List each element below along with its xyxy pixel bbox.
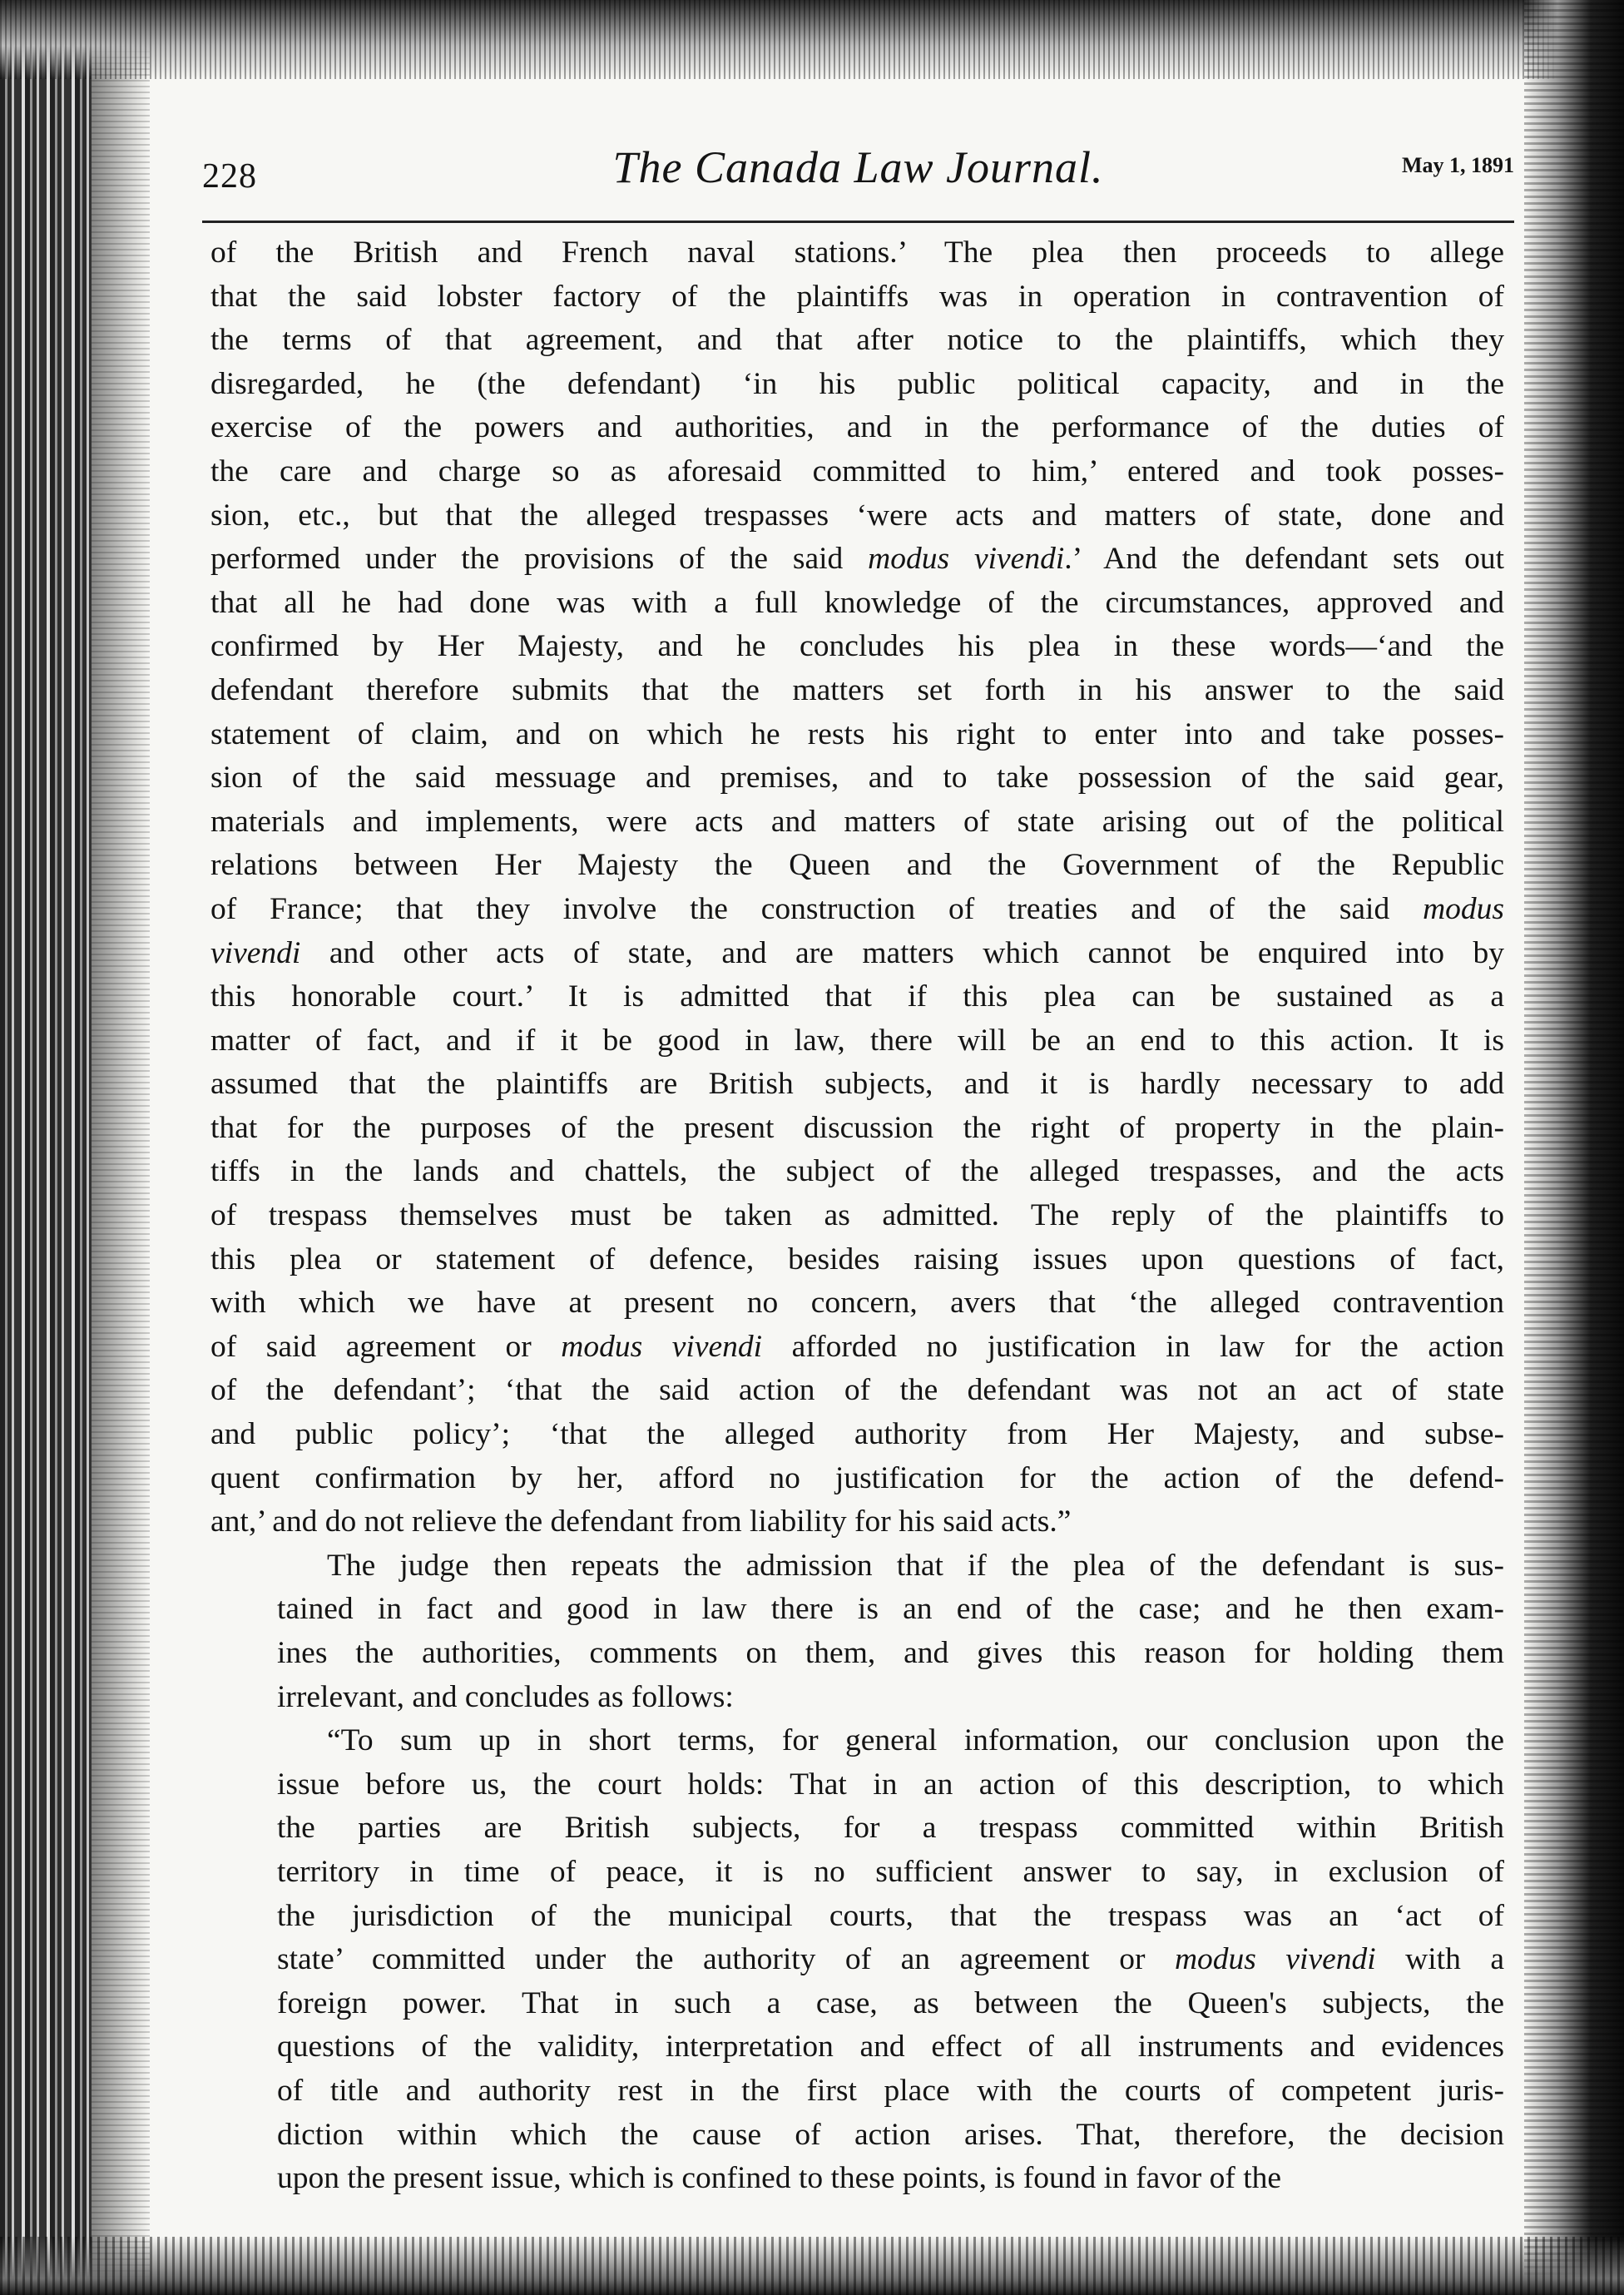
text-line [210, 1500, 1504, 1544]
text-line [210, 1107, 1504, 1151]
issue-date: May 1, 1891 [1401, 153, 1514, 177]
italic-phrase: modus vivendi [868, 542, 1065, 577]
text-line [210, 1457, 1504, 1501]
text-line [210, 1982, 1504, 2026]
text-run: afforded no justification in law for the action [762, 1329, 1504, 1364]
text-line [210, 1588, 1504, 1632]
text-run: the jurisdiction of the municipal courts, that the trespass was an ‘act of [277, 1898, 1504, 1933]
text-line [210, 1544, 1504, 1589]
text-run: diction within which the cause of action arises. That, therefore, the decision [277, 2117, 1504, 2152]
text-run: ines the authorities, comments on them, and gives this reason for holding them [277, 1636, 1504, 1670]
text-line [210, 494, 1504, 538]
text-line [210, 1019, 1504, 1063]
text-line [210, 1281, 1504, 1326]
scan-edge-left [0, 0, 92, 2295]
text-run: of the British and French naval stations.’ The plea then proceeds to allege [210, 235, 1504, 270]
text-line [210, 1150, 1504, 1194]
text-line [210, 275, 1504, 320]
text-run: defendant therefore submits that the matters set forth in his answer to the said [210, 672, 1504, 707]
text-line [210, 2025, 1504, 2069]
text-run: issue before us, the court holds: That in an action of this description, to which [277, 1767, 1504, 1802]
paragraph [210, 1544, 1504, 1719]
text-line [210, 231, 1504, 275]
text-line [210, 538, 1504, 582]
page-number: 228 [202, 157, 257, 196]
scan-edge-right [1524, 0, 1624, 2295]
text-run: performed under the provisions of the said [210, 542, 869, 577]
text-run: of trespass themselves must be taken as admitted. The reply of the plaintiffs to [210, 1198, 1504, 1233]
paragraph [210, 231, 1504, 1544]
text-run: of France; that they involve the construction of treaties and of the said [210, 891, 1423, 926]
text-line [210, 2114, 1504, 2158]
text-run: disregarded, he (the defendant) ‘in his public political capacity, and in the [210, 366, 1504, 401]
text-run: tiffs in the lands and chattels, the subject of the alleged trespasses, and the acts [210, 1154, 1504, 1189]
scan-edge-left-shadow [92, 0, 150, 2295]
text-line [210, 1763, 1504, 1807]
text-line [210, 363, 1504, 407]
text-line [210, 1807, 1504, 1851]
text-line [210, 1194, 1504, 1238]
text-line [210, 932, 1504, 976]
paragraph [210, 1719, 1504, 2201]
text-line [210, 625, 1504, 669]
text-line [210, 1369, 1504, 1413]
text-run: irrelevant, and concludes as follows: [277, 1679, 734, 1714]
text-run: that for the purposes of the present discussion the right of property in the plain- [210, 1110, 1504, 1145]
text-run: this honorable court.’ It is admitted that if this plea can be sustained as a [210, 979, 1504, 1014]
text-run: exercise of the powers and authorities, and in the performance of the duties of [210, 410, 1504, 445]
running-title: The Canada Law Journal. [612, 142, 1104, 192]
text-run: and public policy’; ‘that the alleged authority from Her Majesty, and subse- [210, 1417, 1504, 1452]
text-line [210, 1326, 1504, 1370]
text-line [210, 450, 1504, 494]
article-body [210, 231, 1504, 2201]
scan-edge-bottom [0, 2237, 1624, 2295]
italic-phrase: vivendi [210, 935, 301, 970]
text-run: statement of claim, and on which he rests his right to enter into and take posses- [210, 716, 1504, 751]
text-line [210, 1413, 1504, 1457]
text-line [210, 844, 1504, 888]
text-run: tained in fact and good in law there is an end of the case; and he then exam- [277, 1592, 1504, 1627]
italic-phrase: modus vivendi [1174, 1942, 1376, 1977]
text-line [210, 2069, 1504, 2114]
text-run: sion, etc., but that the alleged trespasses ‘were acts and matters of state, done and [210, 498, 1504, 533]
text-run: the care and charge so as aforesaid committed to him,’ entered and took posses- [210, 454, 1504, 488]
text-line [210, 756, 1504, 801]
text-line [210, 713, 1504, 757]
text-line [210, 2157, 1504, 2201]
text-line [210, 1895, 1504, 1939]
text-line [210, 1851, 1504, 1895]
text-line [210, 975, 1504, 1019]
text-run: ant,’ and do not relieve the defendant from liability for his said acts.” [210, 1504, 1072, 1539]
text-run: “To sum up in short terms, for general information, our conclusion upon the [327, 1723, 1504, 1758]
text-line [210, 888, 1504, 932]
header-rule [202, 221, 1514, 223]
text-run: relations between Her Majesty the Queen and the Government of the Republic [210, 848, 1504, 883]
text-run: this plea or statement of defence, besides raising issues upon questions of fact, [210, 1242, 1504, 1276]
text-line [210, 406, 1504, 450]
text-run: confirmed by Her Majesty, and he concludes his plea in these words—‘and the [210, 629, 1504, 664]
text-run: state’ committed under the authority of an agreement or [277, 1942, 1175, 1977]
text-run: with a [1375, 1942, 1504, 1977]
text-line [210, 319, 1504, 363]
text-run: materials and implements, were acts and matters of state arising out of the political [210, 804, 1504, 839]
text-run: territory in time of peace, it is no sufficient answer to say, in exclusion of [277, 1854, 1504, 1889]
text-line [210, 582, 1504, 626]
italic-phrase: modus [1423, 891, 1504, 926]
text-line [210, 1676, 1504, 1720]
text-run: the terms of that agreement, and that after notice to the plaintiffs, which they [210, 323, 1504, 358]
text-run: The judge then repeats the admission that if the plea of the defendant is sus- [327, 1548, 1504, 1583]
text-run: matter of fact, and if it be good in law, there will be an end to this action. It is [210, 1023, 1504, 1058]
text-line [210, 1632, 1504, 1676]
text-run: with which we have at present no concern, avers that ‘the alleged contravention [210, 1286, 1504, 1321]
text-run: questions of the validity, interpretation and effect of all instruments and evidences [277, 2030, 1504, 2065]
text-line [210, 1719, 1504, 1763]
text-run: .’ And the defendant sets out [1064, 542, 1504, 577]
text-run: upon the present issue, which is confined to these points, is found in favor of the [277, 2161, 1282, 2196]
text-run: and other acts of state, and are matters which cannot be enquired into by [300, 935, 1504, 970]
text-run: foreign power. That in such a case, as between the Queen's subjects, the [277, 1985, 1504, 2020]
text-run: that all he had done was with a full knowledge of the circumstances, approved and [210, 585, 1504, 620]
text-run: that the said lobster factory of the plaintiffs was in operation in contravention of [210, 279, 1504, 314]
text-line [210, 1938, 1504, 1982]
text-line [210, 1063, 1504, 1107]
page-header [202, 141, 1514, 208]
text-run: assumed that the plaintiffs are British subjects, and it is hardly necessary to add [210, 1067, 1504, 1102]
italic-phrase: modus vivendi [561, 1329, 763, 1364]
text-run: of the defendant’; ‘that the said action of the defendant was not an act of state [210, 1373, 1504, 1408]
text-run: sion of the said messuage and premises, and to take possession of the said gear, [210, 761, 1504, 796]
text-run: of said agreement or [210, 1329, 562, 1364]
text-run: of title and authority rest in the first place with the courts of competent juris- [277, 2073, 1504, 2108]
text-line [210, 801, 1504, 845]
text-line [210, 669, 1504, 713]
text-run: the parties are British subjects, for a trespass committed within British [277, 1811, 1504, 1846]
text-run: quent confirmation by her, afford no justification for the action of the defend- [210, 1460, 1504, 1495]
scan-edge-top [0, 0, 1624, 79]
text-line [210, 1238, 1504, 1282]
